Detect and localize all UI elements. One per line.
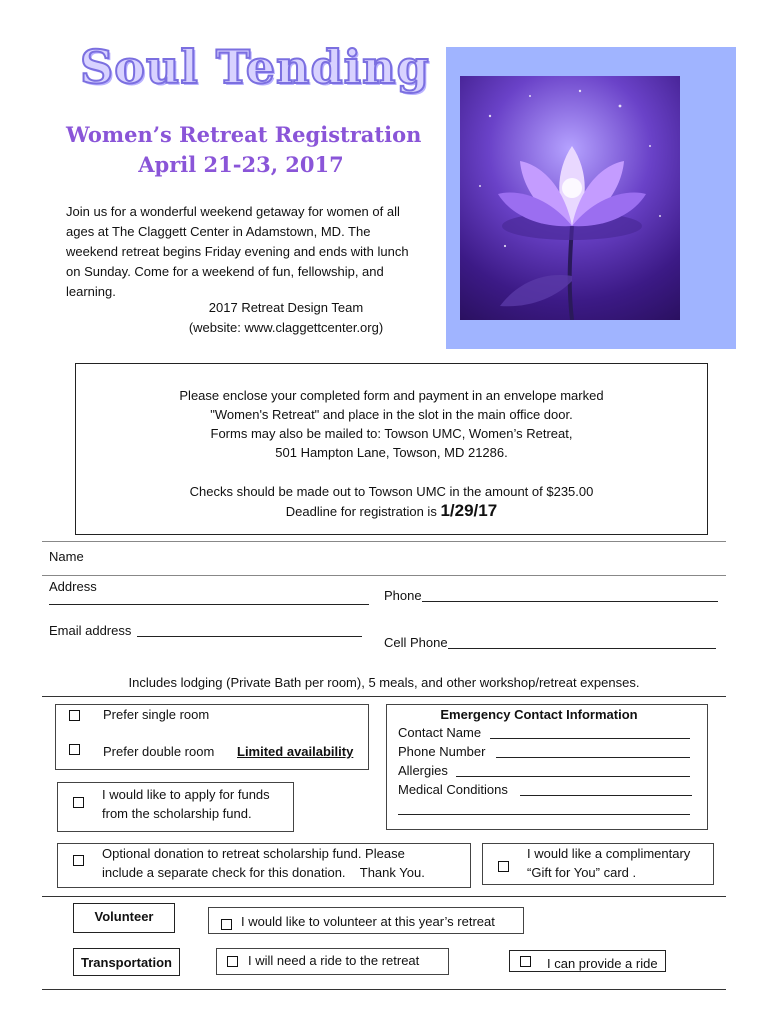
volunteer-option: I would like to volunteer at this year’s retreat (241, 914, 495, 929)
phone-number-field[interactable] (496, 757, 690, 758)
address-label: Address (49, 579, 97, 594)
cell-field[interactable] (448, 648, 716, 649)
divider (42, 541, 726, 542)
lotus-image (460, 76, 680, 320)
includes-text: Includes lodging (Private Bath per room), 5 meals, and other workshop/retreat expenses. (128, 675, 640, 690)
gift-line-1: I would like a complimentary (527, 846, 691, 861)
website-text: (website: www.claggettcenter.org) (188, 320, 384, 335)
phone-number-label: Phone Number (398, 744, 486, 759)
gift-line-2: “Gift for You” card . (527, 865, 637, 880)
phone-field[interactable] (422, 601, 718, 602)
provide-ride-label: I can provide a ride (547, 956, 658, 971)
scholarship-checkbox[interactable] (73, 797, 84, 808)
allergies-field[interactable] (456, 776, 690, 777)
need-ride-label: I will need a ride to the retreat (248, 953, 420, 968)
event-date: April 21-23, 2017 (138, 152, 344, 177)
double-room-label: Prefer double room (103, 744, 215, 759)
cell-label: Cell Phone (384, 635, 448, 650)
contact-name-label: Contact Name (398, 725, 482, 740)
transport-label: Transportation (80, 955, 172, 970)
instr-line-3: Forms may also be mailed to: Towson UMC, Women’s Retreat, (210, 426, 573, 441)
logo-text: Soul Tending (80, 40, 430, 94)
volunteer-label: Volunteer (94, 909, 154, 924)
single-room-checkbox[interactable] (69, 710, 80, 721)
medical-label: Medical Conditions (398, 782, 508, 797)
scholarship-line-1: I would like to apply for funds (102, 787, 270, 802)
phone-label: Phone (384, 588, 422, 603)
intro-text: Join us for a wonderful weekend getaway for women of all ages at The Claggett Center in Adamstown, MD. The weekend retreat begins Friday evening and ends with lunch on Sunday. Come for a weekend of fun, fellowship, and learning. (66, 204, 409, 299)
name-field[interactable] (42, 575, 726, 576)
limited-availability: Limited availability (237, 744, 354, 759)
medical-field-2[interactable] (398, 814, 690, 815)
instr-line-1: Please enclose your completed form and payment in an envelope marked (179, 388, 604, 403)
medical-field[interactable] (520, 795, 692, 796)
deadline-value: 1/29/17 (440, 501, 498, 520)
address-field[interactable] (49, 604, 369, 605)
divider (42, 989, 726, 990)
emergency-heading: Emergency Contact Information (440, 707, 638, 722)
allergies-label: Allergies (398, 763, 448, 778)
donation-line-1: Optional donation to retreat scholarship fund. Please (102, 846, 405, 861)
donation-line-2: include a separate check for this donation. Thank You. (102, 865, 425, 880)
contact-name-field[interactable] (490, 738, 690, 739)
email-field[interactable] (137, 636, 362, 637)
checks-text: Checks should be made out to Towson UMC in the amount of $235.00 (189, 484, 594, 499)
design-team-label: 2017 Retreat Design Team (208, 300, 364, 315)
instr-line-2: "Women's Retreat" and place in the slot in the main office door. (210, 407, 573, 422)
deadline-line (76, 501, 707, 521)
need-ride-checkbox[interactable] (227, 956, 238, 967)
name-label: Name (49, 549, 84, 564)
event-title: Women’s Retreat Registration (66, 122, 422, 147)
provide-ride-checkbox[interactable] (520, 956, 531, 967)
single-room-label: Prefer single room (103, 707, 210, 722)
deadline-label: Deadline for registration is (285, 504, 437, 519)
scholarship-line-2: from the scholarship fund. (102, 806, 252, 821)
instructions-box (75, 363, 708, 535)
donation-checkbox[interactable] (73, 855, 84, 866)
divider (42, 696, 726, 697)
instr-line-4: 501 Hampton Lane, Towson, MD 21286. (275, 445, 508, 460)
divider (42, 896, 726, 897)
double-room-checkbox[interactable] (69, 744, 80, 755)
volunteer-checkbox[interactable] (221, 919, 232, 930)
email-label: Email address (49, 623, 132, 638)
design-team (66, 298, 506, 338)
gift-checkbox[interactable] (498, 861, 509, 872)
